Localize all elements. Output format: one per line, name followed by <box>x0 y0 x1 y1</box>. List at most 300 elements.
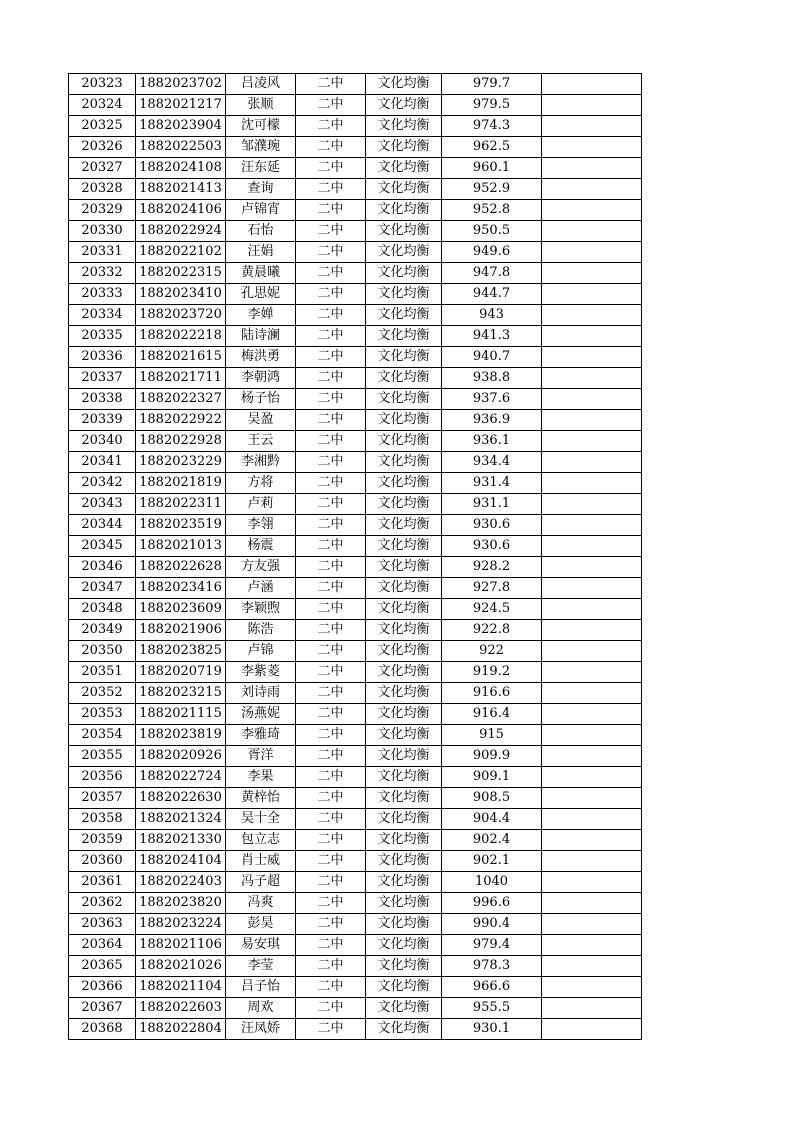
student-name-cell: 沈可檬 <box>226 116 296 137</box>
category-cell: 文化均衡 <box>366 137 442 158</box>
exam-number-cell: 20359 <box>69 830 136 851</box>
score-cell: 902.1 <box>442 851 542 872</box>
remark-cell <box>542 536 642 557</box>
exam-number-cell: 20365 <box>69 956 136 977</box>
remark-cell <box>542 263 642 284</box>
table-row <box>69 515 642 536</box>
score-cell: 943 <box>442 305 542 326</box>
student-name-cell: 吕凌风 <box>226 74 296 95</box>
table-row <box>69 179 642 200</box>
student-name-cell: 汪凤娇 <box>226 1019 296 1040</box>
category-cell: 文化均衡 <box>366 536 442 557</box>
school-cell: 二中 <box>296 935 366 956</box>
remark-cell <box>542 494 642 515</box>
exam-number-cell: 20345 <box>69 536 136 557</box>
remark-cell <box>542 326 642 347</box>
school-cell: 二中 <box>296 431 366 452</box>
school-cell: 二中 <box>296 305 366 326</box>
exam-number-cell: 20332 <box>69 263 136 284</box>
table-row <box>69 389 642 410</box>
category-cell: 文化均衡 <box>366 326 442 347</box>
student-id-cell: 1882023229 <box>136 452 226 473</box>
category-cell: 文化均衡 <box>366 788 442 809</box>
category-cell: 文化均衡 <box>366 515 442 536</box>
remark-cell <box>542 641 642 662</box>
score-cell: 949.6 <box>442 242 542 263</box>
exam-number-cell: 20333 <box>69 284 136 305</box>
category-cell: 文化均衡 <box>366 851 442 872</box>
score-cell: 909.9 <box>442 746 542 767</box>
exam-number-cell: 20329 <box>69 200 136 221</box>
category-cell: 文化均衡 <box>366 872 442 893</box>
student-name-cell: 杨子怡 <box>226 389 296 410</box>
score-cell: 960.1 <box>442 158 542 179</box>
remark-cell <box>542 557 642 578</box>
score-cell: 928.2 <box>442 557 542 578</box>
school-cell: 二中 <box>296 536 366 557</box>
category-cell: 文化均衡 <box>366 914 442 935</box>
category-cell: 文化均衡 <box>366 221 442 242</box>
exam-number-cell: 20339 <box>69 410 136 431</box>
student-id-cell: 1882024108 <box>136 158 226 179</box>
category-cell: 文化均衡 <box>366 200 442 221</box>
table-row <box>69 578 642 599</box>
category-cell: 文化均衡 <box>366 305 442 326</box>
category-cell: 文化均衡 <box>366 1019 442 1040</box>
score-cell: 931.1 <box>442 494 542 515</box>
school-cell: 二中 <box>296 893 366 914</box>
remark-cell <box>542 200 642 221</box>
student-id-cell: 1882022804 <box>136 1019 226 1040</box>
score-cell: 979.7 <box>442 74 542 95</box>
student-name-cell: 张顺 <box>226 95 296 116</box>
school-cell: 二中 <box>296 95 366 116</box>
category-cell: 文化均衡 <box>366 830 442 851</box>
remark-cell <box>542 788 642 809</box>
table-row <box>69 473 642 494</box>
school-cell: 二中 <box>296 200 366 221</box>
remark-cell <box>542 137 642 158</box>
student-name-cell: 石怡 <box>226 221 296 242</box>
category-cell: 文化均衡 <box>366 263 442 284</box>
student-id-cell: 1882023416 <box>136 578 226 599</box>
exam-number-cell: 20350 <box>69 641 136 662</box>
school-cell: 二中 <box>296 851 366 872</box>
category-cell: 文化均衡 <box>366 431 442 452</box>
score-cell: 919.2 <box>442 662 542 683</box>
category-cell: 文化均衡 <box>366 557 442 578</box>
student-name-cell: 陆诗澜 <box>226 326 296 347</box>
score-cell: 955.5 <box>442 998 542 1019</box>
exam-number-cell: 20351 <box>69 662 136 683</box>
student-id-cell: 1882022218 <box>136 326 226 347</box>
remark-cell <box>542 221 642 242</box>
score-cell: 979.5 <box>442 95 542 116</box>
remark-cell <box>542 683 642 704</box>
student-id-cell: 1882021711 <box>136 368 226 389</box>
student-id-cell: 1882023215 <box>136 683 226 704</box>
school-cell: 二中 <box>296 473 366 494</box>
score-cell: 996.6 <box>442 893 542 914</box>
exam-number-cell: 20352 <box>69 683 136 704</box>
exam-number-cell: 20363 <box>69 914 136 935</box>
category-cell: 文化均衡 <box>366 158 442 179</box>
exam-number-cell: 20364 <box>69 935 136 956</box>
score-cell: 966.6 <box>442 977 542 998</box>
school-cell: 二中 <box>296 347 366 368</box>
score-cell: 908.5 <box>442 788 542 809</box>
student-name-cell: 吴盈 <box>226 410 296 431</box>
exam-number-cell: 20337 <box>69 368 136 389</box>
table-row <box>69 977 642 998</box>
category-cell: 文化均衡 <box>366 95 442 116</box>
table-row <box>69 662 642 683</box>
exam-number-cell: 20346 <box>69 557 136 578</box>
score-cell: 952.9 <box>442 179 542 200</box>
score-cell: 937.6 <box>442 389 542 410</box>
category-cell: 文化均衡 <box>366 578 442 599</box>
remark-cell <box>542 956 642 977</box>
student-name-cell: 胥洋 <box>226 746 296 767</box>
category-cell: 文化均衡 <box>366 389 442 410</box>
remark-cell <box>542 347 642 368</box>
student-name-cell: 冯子超 <box>226 872 296 893</box>
remark-cell <box>542 998 642 1019</box>
table-row <box>69 746 642 767</box>
student-id-cell: 1882021026 <box>136 956 226 977</box>
school-cell: 二中 <box>296 158 366 179</box>
score-cell: 962.5 <box>442 137 542 158</box>
score-cell: 916.4 <box>442 704 542 725</box>
remark-cell <box>542 515 642 536</box>
exam-number-cell: 20336 <box>69 347 136 368</box>
student-id-cell: 1882023825 <box>136 641 226 662</box>
student-id-cell: 1882021106 <box>136 935 226 956</box>
school-cell: 二中 <box>296 872 366 893</box>
student-id-cell: 1882022628 <box>136 557 226 578</box>
school-cell: 二中 <box>296 620 366 641</box>
category-cell: 文化均衡 <box>366 620 442 641</box>
table-row <box>69 74 642 95</box>
score-cell: 924.5 <box>442 599 542 620</box>
exam-number-cell: 20335 <box>69 326 136 347</box>
school-cell: 二中 <box>296 956 366 977</box>
score-cell: 952.8 <box>442 200 542 221</box>
remark-cell <box>542 662 642 683</box>
category-cell: 文化均衡 <box>366 683 442 704</box>
table-row <box>69 158 642 179</box>
exam-number-cell: 20323 <box>69 74 136 95</box>
student-id-cell: 1882023904 <box>136 116 226 137</box>
table-row <box>69 830 642 851</box>
table-row <box>69 326 642 347</box>
remark-cell <box>542 1019 642 1040</box>
category-cell: 文化均衡 <box>366 116 442 137</box>
student-name-cell: 冯爽 <box>226 893 296 914</box>
school-cell: 二中 <box>296 368 366 389</box>
score-cell: 916.6 <box>442 683 542 704</box>
exam-number-cell: 20368 <box>69 1019 136 1040</box>
exam-number-cell: 20334 <box>69 305 136 326</box>
remark-cell <box>542 389 642 410</box>
remark-cell <box>542 410 642 431</box>
table-row <box>69 935 642 956</box>
score-cell: 930.6 <box>442 515 542 536</box>
exam-number-cell: 20344 <box>69 515 136 536</box>
exam-number-cell: 20361 <box>69 872 136 893</box>
score-cell: 934.4 <box>442 452 542 473</box>
table-row <box>69 767 642 788</box>
school-cell: 二中 <box>296 74 366 95</box>
exam-number-cell: 20340 <box>69 431 136 452</box>
school-cell: 二中 <box>296 452 366 473</box>
category-cell: 文化均衡 <box>366 998 442 1019</box>
student-id-cell: 1882021906 <box>136 620 226 641</box>
student-name-cell: 李莹 <box>226 956 296 977</box>
remark-cell <box>542 809 642 830</box>
school-cell: 二中 <box>296 599 366 620</box>
school-cell: 二中 <box>296 494 366 515</box>
score-cell: 915 <box>442 725 542 746</box>
remark-cell <box>542 935 642 956</box>
remark-cell <box>542 284 642 305</box>
score-cell: 950.5 <box>442 221 542 242</box>
student-name-cell: 周欢 <box>226 998 296 1019</box>
school-cell: 二中 <box>296 977 366 998</box>
student-name-cell: 黄梓怡 <box>226 788 296 809</box>
student-id-cell: 1882021324 <box>136 809 226 830</box>
exam-number-cell: 20331 <box>69 242 136 263</box>
score-cell: 930.1 <box>442 1019 542 1040</box>
student-name-cell: 李紫菱 <box>226 662 296 683</box>
remark-cell <box>542 620 642 641</box>
exam-number-cell: 20347 <box>69 578 136 599</box>
score-table-body <box>69 74 642 1040</box>
score-cell: 940.7 <box>442 347 542 368</box>
remark-cell <box>542 242 642 263</box>
table-row <box>69 284 642 305</box>
remark-cell <box>542 74 642 95</box>
remark-cell <box>542 116 642 137</box>
school-cell: 二中 <box>296 116 366 137</box>
student-id-cell: 1882021115 <box>136 704 226 725</box>
student-id-cell: 1882024104 <box>136 851 226 872</box>
student-name-cell: 李颖煦 <box>226 599 296 620</box>
student-id-cell: 1882023819 <box>136 725 226 746</box>
student-id-cell: 1882022603 <box>136 998 226 1019</box>
table-row <box>69 494 642 515</box>
school-cell: 二中 <box>296 809 366 830</box>
table-row <box>69 893 642 914</box>
exam-number-cell: 20355 <box>69 746 136 767</box>
exam-number-cell: 20353 <box>69 704 136 725</box>
table-row <box>69 116 642 137</box>
score-cell: 922 <box>442 641 542 662</box>
score-cell: 930.6 <box>442 536 542 557</box>
school-cell: 二中 <box>296 998 366 1019</box>
exam-number-cell: 20343 <box>69 494 136 515</box>
category-cell: 文化均衡 <box>366 599 442 620</box>
student-name-cell: 杨震 <box>226 536 296 557</box>
exam-number-cell: 20354 <box>69 725 136 746</box>
remark-cell <box>542 914 642 935</box>
school-cell: 二中 <box>296 725 366 746</box>
student-id-cell: 1882021217 <box>136 95 226 116</box>
student-name-cell: 查询 <box>226 179 296 200</box>
table-row <box>69 956 642 977</box>
school-cell: 二中 <box>296 578 366 599</box>
student-name-cell: 吴十全 <box>226 809 296 830</box>
student-id-cell: 1882023224 <box>136 914 226 935</box>
table-row <box>69 137 642 158</box>
category-cell: 文化均衡 <box>366 662 442 683</box>
score-cell: 904.4 <box>442 809 542 830</box>
category-cell: 文化均衡 <box>366 494 442 515</box>
school-cell: 二中 <box>296 221 366 242</box>
school-cell: 二中 <box>296 242 366 263</box>
score-cell: 974.3 <box>442 116 542 137</box>
student-name-cell: 李湘黔 <box>226 452 296 473</box>
student-name-cell: 卢锦宵 <box>226 200 296 221</box>
category-cell: 文化均衡 <box>366 956 442 977</box>
school-cell: 二中 <box>296 767 366 788</box>
score-cell: 936.1 <box>442 431 542 452</box>
school-cell: 二中 <box>296 641 366 662</box>
score-cell: 927.8 <box>442 578 542 599</box>
table-row <box>69 872 642 893</box>
remark-cell <box>542 452 642 473</box>
school-cell: 二中 <box>296 557 366 578</box>
table-row <box>69 998 642 1019</box>
table-row <box>69 914 642 935</box>
category-cell: 文化均衡 <box>366 284 442 305</box>
student-id-cell: 1882021013 <box>136 536 226 557</box>
table-row <box>69 368 642 389</box>
score-cell: 922.8 <box>442 620 542 641</box>
student-id-cell: 1882022503 <box>136 137 226 158</box>
score-cell: 936.9 <box>442 410 542 431</box>
remark-cell <box>542 578 642 599</box>
remark-cell <box>542 704 642 725</box>
remark-cell <box>542 851 642 872</box>
school-cell: 二中 <box>296 326 366 347</box>
remark-cell <box>542 746 642 767</box>
exam-number-cell: 20357 <box>69 788 136 809</box>
category-cell: 文化均衡 <box>366 935 442 956</box>
student-id-cell: 1882022315 <box>136 263 226 284</box>
exam-number-cell: 20348 <box>69 599 136 620</box>
remark-cell <box>542 872 642 893</box>
category-cell: 文化均衡 <box>366 725 442 746</box>
table-row <box>69 221 642 242</box>
table-row <box>69 788 642 809</box>
student-id-cell: 1882023609 <box>136 599 226 620</box>
table-row <box>69 1019 642 1040</box>
student-name-cell: 陈浩 <box>226 620 296 641</box>
table-row <box>69 431 642 452</box>
exam-number-cell: 20360 <box>69 851 136 872</box>
student-name-cell: 孔思妮 <box>226 284 296 305</box>
student-name-cell: 彭昊 <box>226 914 296 935</box>
table-row <box>69 263 642 284</box>
student-id-cell: 1882022403 <box>136 872 226 893</box>
school-cell: 二中 <box>296 788 366 809</box>
score-cell: 990.4 <box>442 914 542 935</box>
student-name-cell: 包立志 <box>226 830 296 851</box>
school-cell: 二中 <box>296 683 366 704</box>
student-id-cell: 1882022630 <box>136 788 226 809</box>
student-name-cell: 卢涵 <box>226 578 296 599</box>
table-row <box>69 347 642 368</box>
remark-cell <box>542 977 642 998</box>
student-id-cell: 1882022922 <box>136 410 226 431</box>
table-row <box>69 95 642 116</box>
exam-number-cell: 20356 <box>69 767 136 788</box>
table-row <box>69 200 642 221</box>
student-name-cell: 李雅琦 <box>226 725 296 746</box>
exam-number-cell: 20324 <box>69 95 136 116</box>
exam-number-cell: 20327 <box>69 158 136 179</box>
student-id-cell: 1882020926 <box>136 746 226 767</box>
category-cell: 文化均衡 <box>366 746 442 767</box>
student-id-cell: 1882022102 <box>136 242 226 263</box>
category-cell: 文化均衡 <box>366 704 442 725</box>
remark-cell <box>542 725 642 746</box>
remark-cell <box>542 368 642 389</box>
table-row <box>69 242 642 263</box>
table-row <box>69 809 642 830</box>
school-cell: 二中 <box>296 389 366 410</box>
exam-number-cell: 20326 <box>69 137 136 158</box>
score-cell: 938.8 <box>442 368 542 389</box>
exam-number-cell: 20358 <box>69 809 136 830</box>
exam-number-cell: 20328 <box>69 179 136 200</box>
student-name-cell: 汪东延 <box>226 158 296 179</box>
score-cell: 979.4 <box>442 935 542 956</box>
remark-cell <box>542 305 642 326</box>
remark-cell <box>542 431 642 452</box>
table-row <box>69 536 642 557</box>
school-cell: 二中 <box>296 1019 366 1040</box>
school-cell: 二中 <box>296 137 366 158</box>
student-id-cell: 1882023720 <box>136 305 226 326</box>
score-cell: 1040 <box>442 872 542 893</box>
student-name-cell: 汪娟 <box>226 242 296 263</box>
exam-number-cell: 20362 <box>69 893 136 914</box>
remark-cell <box>542 179 642 200</box>
remark-cell <box>542 767 642 788</box>
student-name-cell: 李翎 <box>226 515 296 536</box>
remark-cell <box>542 95 642 116</box>
category-cell: 文化均衡 <box>366 977 442 998</box>
category-cell: 文化均衡 <box>366 242 442 263</box>
student-id-cell: 1882021104 <box>136 977 226 998</box>
school-cell: 二中 <box>296 830 366 851</box>
category-cell: 文化均衡 <box>366 179 442 200</box>
table-row <box>69 641 642 662</box>
category-cell: 文化均衡 <box>366 368 442 389</box>
category-cell: 文化均衡 <box>366 767 442 788</box>
student-name-cell: 李果 <box>226 767 296 788</box>
student-name-cell: 方友强 <box>226 557 296 578</box>
student-name-cell: 刘诗雨 <box>226 683 296 704</box>
exam-number-cell: 20325 <box>69 116 136 137</box>
student-id-cell: 1882024106 <box>136 200 226 221</box>
remark-cell <box>542 599 642 620</box>
table-row <box>69 557 642 578</box>
table-row <box>69 620 642 641</box>
score-cell: 931.4 <box>442 473 542 494</box>
